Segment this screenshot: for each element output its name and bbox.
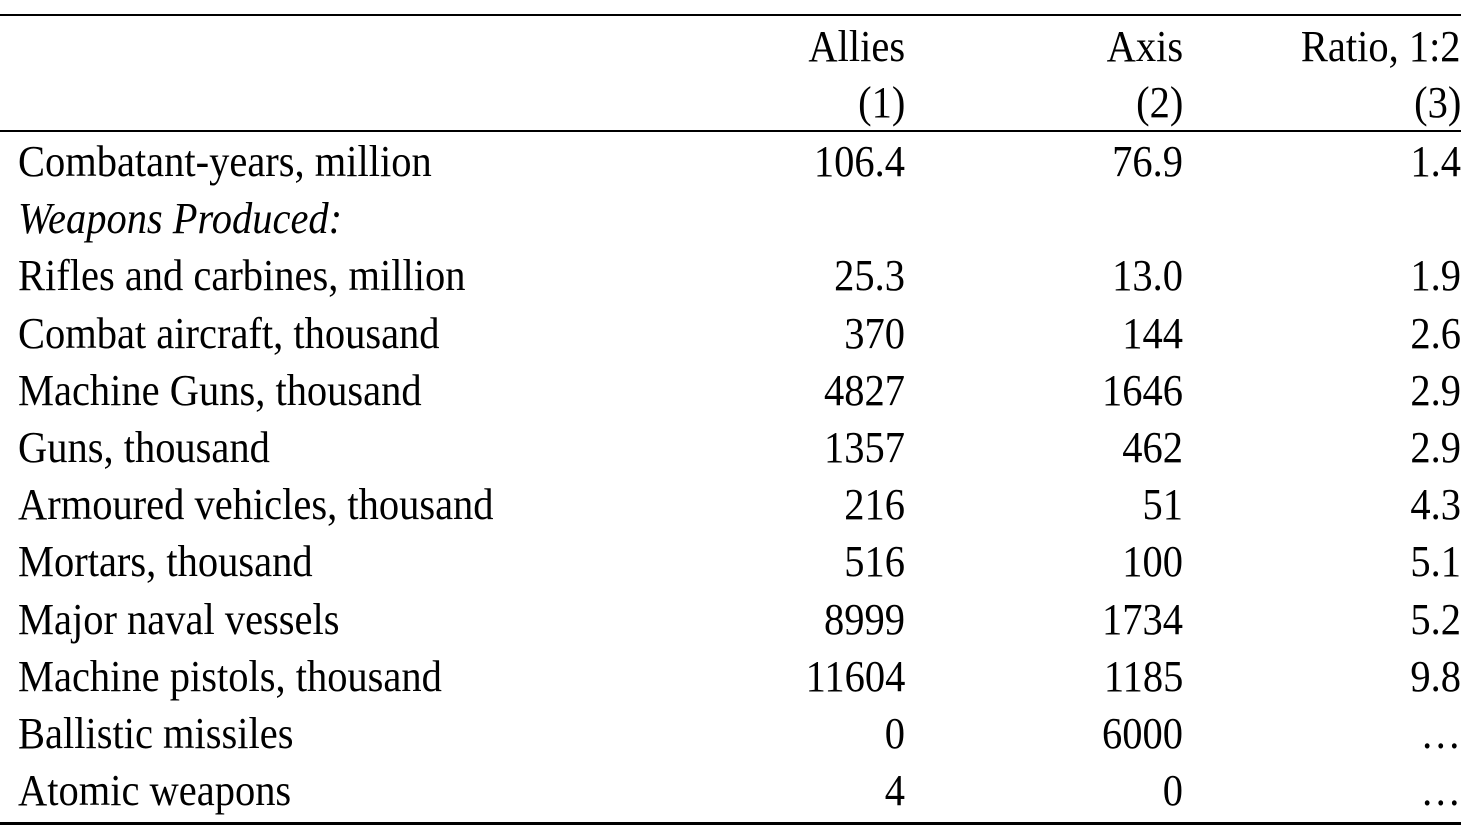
ratio-value: … xyxy=(1420,766,1461,816)
header-row-titles xyxy=(0,18,1461,75)
table-row xyxy=(0,476,1461,533)
table-row xyxy=(0,533,1461,590)
table-row xyxy=(0,190,1461,247)
ratio-value: 1.4 xyxy=(1410,137,1461,186)
ratio-value: 2.6 xyxy=(1410,308,1461,358)
axis-value: 1646 xyxy=(1102,365,1183,415)
row-label: Rifles and carbines, million xyxy=(18,251,466,301)
allies-value: 216 xyxy=(844,480,905,530)
row-label: Armoured vehicles, thousand xyxy=(18,480,494,530)
top-rule xyxy=(0,14,1461,16)
row-label: Combatant-years, million xyxy=(18,137,432,186)
ratio-value: 2.9 xyxy=(1410,365,1461,415)
axis-value: 1185 xyxy=(1103,651,1183,701)
allies-value: 25.3 xyxy=(834,251,905,301)
ratio-value: 2.9 xyxy=(1410,423,1461,472)
ratio-value: 4.3 xyxy=(1410,480,1461,530)
ratio-value: 5.1 xyxy=(1410,537,1461,587)
axis-value: 76.9 xyxy=(1112,137,1183,186)
header-row-numbers xyxy=(0,74,1461,131)
table-row xyxy=(0,591,1461,648)
ratio-value: 1.9 xyxy=(1410,251,1461,301)
ratio-value: 9.8 xyxy=(1410,651,1461,701)
row-label: Atomic weapons xyxy=(18,766,292,816)
header-allies-num: (1) xyxy=(857,78,905,127)
allies-value: 11604 xyxy=(805,651,905,701)
allies-value: 4827 xyxy=(824,365,905,415)
row-label: Machine Guns, thousand xyxy=(18,365,422,415)
table-row xyxy=(0,648,1461,705)
header-rule xyxy=(0,130,1461,132)
axis-value: 100 xyxy=(1122,537,1183,587)
row-label: Weapons Produced: xyxy=(18,194,343,244)
header-allies: Allies xyxy=(808,22,905,71)
axis-value: 0 xyxy=(1162,766,1183,816)
header-ratio-num: (3) xyxy=(1413,78,1461,127)
table-row xyxy=(0,133,1461,190)
allies-value: 0 xyxy=(884,709,905,758)
ratio-value: … xyxy=(1420,709,1461,758)
header-axis: Axis xyxy=(1106,22,1183,71)
axis-value: 6000 xyxy=(1102,709,1183,758)
axis-value: 462 xyxy=(1122,423,1183,472)
ratio-value: 5.2 xyxy=(1410,594,1461,644)
header-axis-num: (2) xyxy=(1135,78,1183,127)
row-label: Machine pistols, thousand xyxy=(18,651,442,701)
bottom-rule xyxy=(0,822,1461,825)
axis-value: 1734 xyxy=(1102,594,1183,644)
row-label: Mortars, thousand xyxy=(18,537,313,587)
axis-value: 13.0 xyxy=(1112,251,1183,301)
row-label: Ballistic missiles xyxy=(18,709,294,758)
axis-value: 51 xyxy=(1142,480,1183,530)
allies-value: 4 xyxy=(884,766,905,816)
row-label: Combat aircraft, thousand xyxy=(18,308,440,358)
row-label: Major naval vessels xyxy=(18,594,340,644)
allies-value: 370 xyxy=(844,308,905,358)
table-row xyxy=(0,705,1461,762)
table-row xyxy=(0,362,1461,419)
table-row xyxy=(0,247,1461,304)
allies-value: 106.4 xyxy=(813,137,905,186)
table-row xyxy=(0,305,1461,362)
allies-value: 1357 xyxy=(824,423,905,472)
table-row xyxy=(0,419,1461,476)
axis-value: 144 xyxy=(1122,308,1183,358)
table-row xyxy=(0,762,1461,819)
allies-value: 516 xyxy=(844,537,905,587)
header-ratio: Ratio, 1:2 xyxy=(1301,22,1461,71)
row-label: Guns, thousand xyxy=(18,423,270,472)
allies-value: 8999 xyxy=(824,594,905,644)
